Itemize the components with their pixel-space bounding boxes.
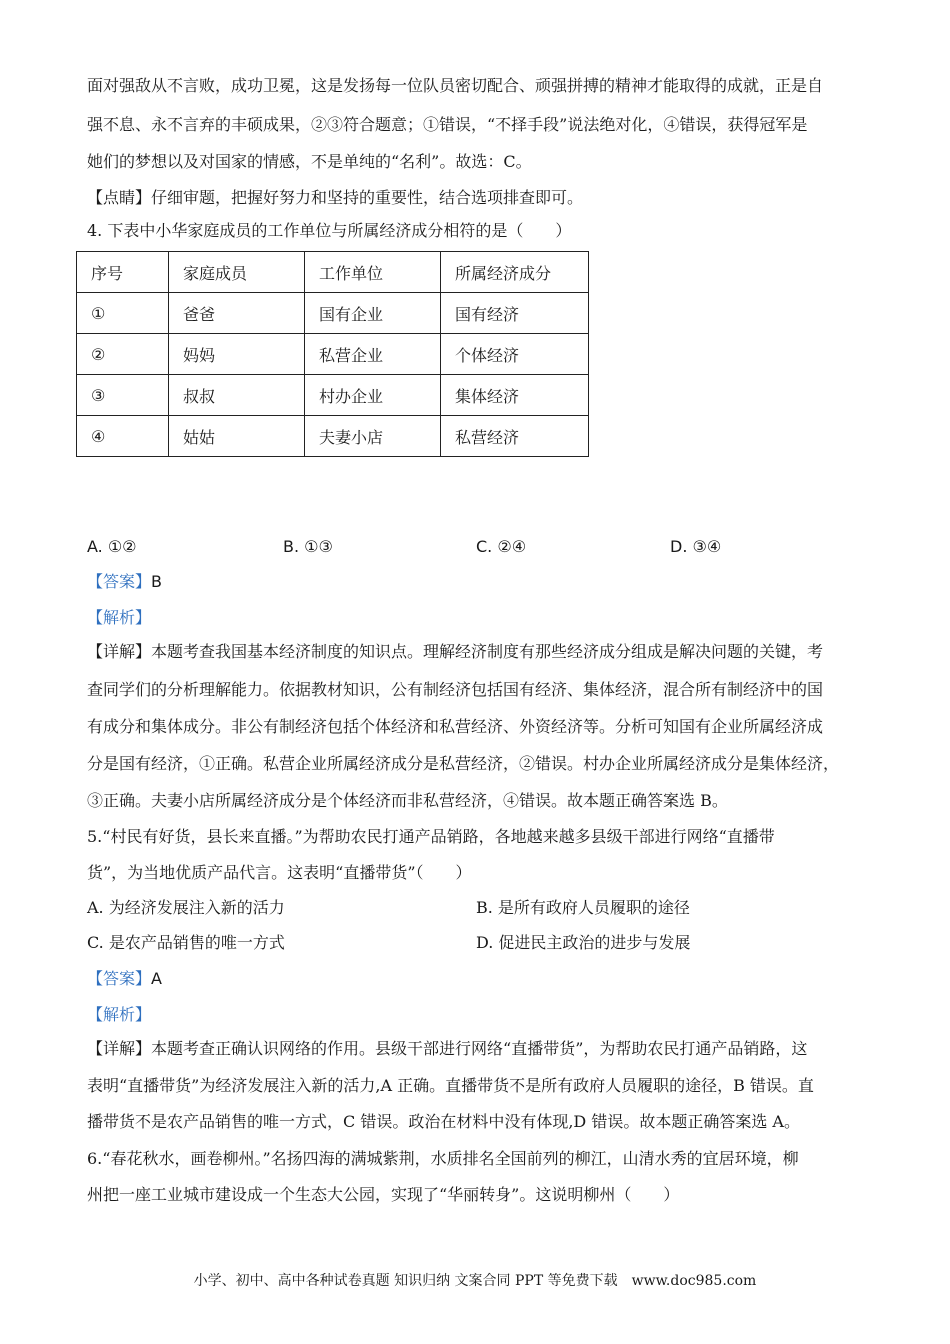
q4-detail-line-5: ③正确。夫妻小店所属经济成分是个体经济而非私营经济，④错误。故本题正确答案选 B。 [87, 791, 728, 810]
q5-analysis-tag: 【解析】 [87, 1005, 152, 1024]
table-cell: 叔叔 [169, 375, 305, 416]
table-cell: ③ [77, 375, 169, 416]
table-header-cell: 工作单位 [305, 252, 441, 293]
table-header-row [77, 252, 589, 293]
q5-detail-line-3: 播带货不是农产品销售的唯一方式，C 错误。政治在材料中没有体现,D 错误。故本题正确答案选 A。 [87, 1112, 800, 1131]
table-cell: ① [77, 293, 169, 334]
dianjing-paragraph [87, 187, 583, 209]
q4-detail-line-2: 查同学们的分析理解能力。依据教材知识，公有制经济包括国有经济、集体经济，混合所有制经济中的国 [87, 680, 824, 699]
table-cell: ④ [77, 416, 169, 457]
table-row [77, 293, 589, 334]
detail-tag: 【详解】 [87, 1039, 152, 1058]
table-row [77, 334, 589, 375]
q6-stem-line-2: 州把一座工业城市建设成一个生态大公园，实现了“华丽转身”。这说明柳州（ ） [87, 1185, 680, 1204]
table-cell: 国有企业 [305, 293, 441, 334]
page-footer: 小学、初中、高中各种试卷真题 知识归纳 文案合同 PPT 等免费下载 www.doc985.com [193, 1273, 757, 1289]
q5-stem-line-2: 货”，为当地优质产品代言。这表明“直播带货”（ ） [87, 863, 472, 882]
q4-answer [87, 571, 162, 593]
q4-detail-line-4: 分是国有经济，①正确。私营企业所属经济成分是私营经济，②错误。村办企业所属经济成分是集体经济， [87, 754, 840, 773]
q5-stem-line-1: 5.“村民有好货，县长来直播。”为帮助农民打通产品销路，各地越来越多县级干部进行网络“直播带 [87, 827, 775, 846]
table-header-cell: 所属经济成分 [441, 252, 589, 293]
intro-line-2: 强不息、永不言弃的丰硕成果，②③符合题意；①错误，“不择手段”说法绝对化，④错误，获得冠军是 [87, 115, 808, 134]
table-cell: 私营企业 [305, 334, 441, 375]
table-cell: 爸爸 [169, 293, 305, 334]
table-header-cell: 序号 [77, 252, 169, 293]
table-row [77, 375, 589, 416]
q4-stem: 4. 下表中小华家庭成员的工作单位与所属经济成分相符的是（ ） [87, 221, 572, 240]
q5-detail-line-1 [87, 1038, 807, 1060]
detail-tag: 【详解】 [87, 642, 152, 661]
table-cell: 私营经济 [441, 416, 589, 457]
intro-line-1: 面对强敌从不言败，成功卫冕，这是发扬每一位队员密切配合、顽强拼搏的精神才能取得的成就，正是自 [87, 76, 824, 95]
q5-detail-line-2: 表明“直播带货”为经济发展注入新的活力,A 正确。直播带货不是所有政府人员履职的途径，B 错误。直 [87, 1076, 814, 1095]
q5-answer [87, 968, 162, 990]
table-cell: 妈妈 [169, 334, 305, 375]
table-row [77, 416, 589, 457]
q4-detail-line-3: 有成分和集体成分。非公有制经济包括个体经济和私营经济、外资经济等。分析可知国有企业所属经济成 [87, 717, 824, 736]
q4-analysis-tag: 【解析】 [87, 608, 152, 627]
table-cell: ② [77, 334, 169, 375]
q5-option-d: D. 促进民主政治的进步与发展 [476, 933, 691, 952]
q4-option-a: A. ①② [87, 537, 137, 556]
answer-value: B [151, 572, 162, 591]
answer-tag: 【答案】 [87, 572, 152, 591]
intro-line-3: 她们的梦想以及对国家的情感，不是单纯的“名利”。故选：C。 [87, 152, 532, 171]
q5-option-a: A. 为经济发展注入新的活力 [87, 898, 285, 917]
table-cell: 姑姑 [169, 416, 305, 457]
q4-table [76, 251, 589, 457]
table-cell: 个体经济 [441, 334, 589, 375]
table-header-cell: 家庭成员 [169, 252, 305, 293]
q4-option-b: B. ①③ [283, 537, 333, 556]
q5-option-c: C. 是农产品销售的唯一方式 [87, 933, 285, 952]
q6-stem-line-1: 6.“春花秋水，画卷柳州。”名扬四海的满城紫荆，水质排名全国前列的柳江，山清水秀的宜居环境，柳 [87, 1149, 799, 1168]
answer-tag: 【答案】 [87, 969, 152, 988]
q4-option-c: C. ②④ [476, 537, 527, 556]
table-cell: 集体经济 [441, 375, 589, 416]
q5-option-b: B. 是所有政府人员履职的途径 [476, 898, 690, 917]
table-cell: 国有经济 [441, 293, 589, 334]
answer-value: A [151, 969, 162, 988]
dianjing-text: 仔细审题，把握好努力和坚持的重要性，结合选项排查即可。 [151, 188, 584, 207]
table-cell: 村办企业 [305, 375, 441, 416]
detail-text: 本题考查正确认识网络的作用。县级干部进行网络“直播带货”，为帮助农民打通产品销路，这 [151, 1039, 808, 1058]
q4-option-d: D. ③④ [670, 537, 722, 556]
detail-text: 本题考查我国基本经济制度的知识点。理解经济制度有那些经济成分组成是解决问题的关键，考 [151, 642, 824, 661]
table-cell: 夫妻小店 [305, 416, 441, 457]
q4-detail-line-1 [87, 641, 823, 663]
dianjing-tag: 【点睛】 [87, 188, 152, 207]
